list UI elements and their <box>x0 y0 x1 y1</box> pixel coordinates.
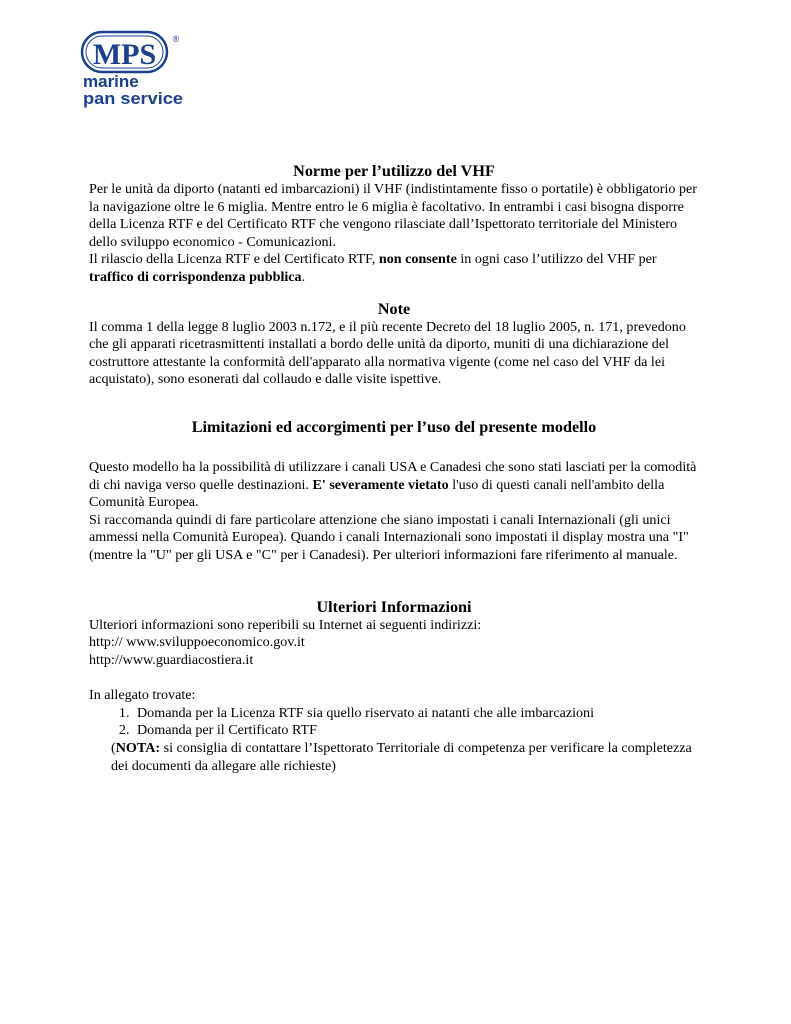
severamente-vietato-bold: E' severamente vietato <box>312 476 449 493</box>
norme-p2-text-a: Il rilascio della Licenza RTF e del Certificato RTF, <box>89 251 379 268</box>
company-logo <box>80 30 190 110</box>
limitazioni-p1-text-b: l'uso di questi canali nell'ambito della Comunità Europea. <box>89 476 665 511</box>
norme-paragraph-2 <box>89 251 699 286</box>
mps-logo-mark <box>80 30 190 110</box>
document-body <box>89 160 699 775</box>
allegato-intro: In allegato trovate: <box>89 687 196 704</box>
ulteriori-intro: Ulteriori informazioni sono reperibili su Internet ai seguenti indirizzi: <box>89 616 482 633</box>
spacer <box>89 669 699 687</box>
limitazioni-p1-text-a: Questo modello ha la possibilità di utilizzare i canali USA e Canadesi che sono stati lasciati per la comodità di chi naviga verso quelle destinazioni. <box>89 458 697 493</box>
link-sviluppo-economico[interactable]: http:// www.sviluppoeconomico.gov.it <box>89 634 305 651</box>
section-title-norme: Norme per l’utilizzo del VHF <box>293 162 495 180</box>
non-consente-bold: non consente <box>378 251 457 268</box>
allegati-list <box>89 705 699 740</box>
limitazioni-paragraph-1 <box>89 459 699 512</box>
list-item: 2. Domanda per il Certificato RTF <box>133 722 699 740</box>
traffico-bold: traffico di corrispondenza pubblica <box>89 268 302 285</box>
registered-symbol: ® <box>172 34 180 44</box>
section-title-limitazioni: Limitazioni ed accorgimenti per l’uso del presente modello <box>191 417 597 436</box>
nota-text: si consiglia di contattare l’Ispettorato Territoriale di competenza per verificare la completezza dei documenti da allegare alle richieste) <box>111 740 692 774</box>
link-guardia-costiera[interactable]: http://www.guardiacostiera.it <box>89 651 254 668</box>
norme-p2-text-b: in ogni caso l’utilizzo del VHF per <box>456 251 657 268</box>
logo-mark-text: MPS <box>92 38 157 71</box>
section-title-ulteriori: Ulteriori Informazioni <box>316 597 472 616</box>
section-title-note: Note <box>377 299 411 318</box>
nota-label-bold: NOTA: <box>115 740 161 757</box>
limitazioni-paragraph-2: Si raccomanda quindi di fare particolare attenzione che siano impostati i canali Internazionali (gli unici ammessi nella Comunità Europea). Quando i canali Internazionali sono impostati il display mostra una "I" (mentre la "U" per gli USA e "C" per i Canadesi). Per ulteriori informazioni fare riferimento al manuale. <box>89 511 689 563</box>
logo-line2: pan service <box>83 89 183 108</box>
logo-line1: marine <box>83 72 139 91</box>
norme-p2-text-c: . <box>301 268 306 285</box>
note-paragraph: Il comma 1 della legge 8 luglio 2003 n.172, e il più recente Decreto del 18 luglio 2005, n. 171, prevedono che gli apparati ricetrasmittenti installati a bordo delle unità da diporto, muniti di una dichiarazione del costruttore attestante la conformità dell'apparato alla normativa vigente (come nel caso del VHF da lei acquistato), sono esonerati dal collaudo e dalle visite ispettive. <box>89 318 686 388</box>
list-item: 1. Domanda per la Licenza RTF sia quello riservato ai natanti che alle imbarcazioni <box>133 705 699 723</box>
nota-open-paren: ( <box>111 740 116 757</box>
norme-paragraph-1: Per le unità da diporto (natanti ed imbarcazioni) il VHF (indistintamente fisso o portatile) è obbligatorio per la navigazione oltre le 6 miglia. Mentre entro le 6 miglia è facoltativo. In entrambi i casi bisogna disporre della Licenza RTF e del Certificato RTF che vengono rilasciate dall’Ispettorato territoriale del Ministero dello sviluppo economico - Comunicazioni. <box>89 181 697 250</box>
nota-paragraph <box>89 740 699 775</box>
